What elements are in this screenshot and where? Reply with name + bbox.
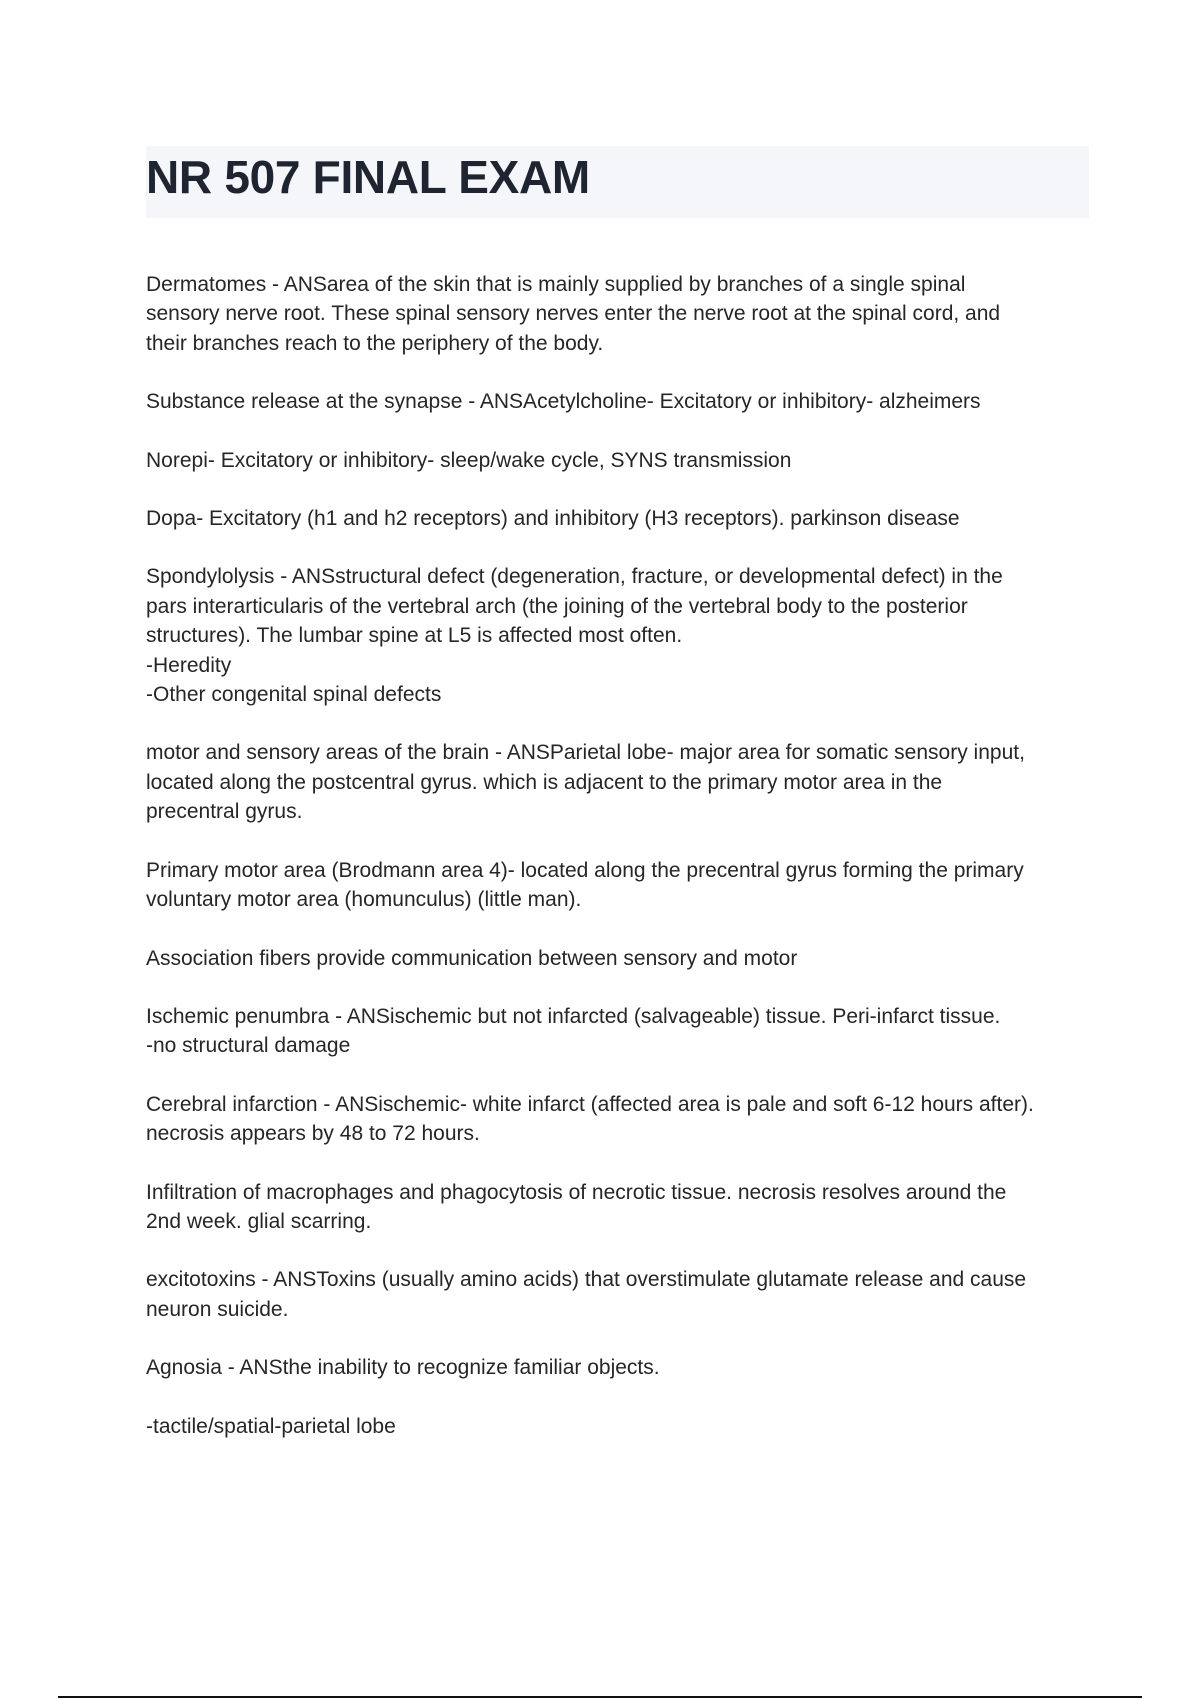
- paragraph-dermatomes: [146, 270, 1091, 358]
- text-line: excitotoxins - ANSToxins (usually amino acids) that overstimulate glutamate release and cause: [146, 1268, 1027, 1292]
- title-banner: [146, 146, 1089, 218]
- text-line: -no structural damage: [146, 1034, 351, 1058]
- text-line: their branches reach to the periphery of the body.: [146, 331, 604, 355]
- text-line: Spondylolysis - ANSstructural defect (degeneration, fracture, or developmental defect) in the: [146, 565, 1003, 589]
- paragraph-cerebral-infarction: [146, 1090, 1091, 1149]
- text-line: -Other congenital spinal defects: [146, 683, 442, 707]
- paragraph-excitotoxins: [146, 1265, 1091, 1324]
- text-line: neuron suicide.: [146, 1297, 289, 1321]
- paragraph-spondylolysis: [146, 562, 1091, 709]
- text-line: sensory nerve root. These spinal sensory nerves enter the nerve root at the spinal cord, and: [146, 302, 1001, 326]
- page-bottom-divider: [58, 1696, 1142, 1698]
- paragraph-association-fibers: [146, 944, 1091, 973]
- paragraph-tactile-spatial: [146, 1412, 1091, 1441]
- text-line: voluntary motor area (homunculus) (little man).: [146, 888, 582, 912]
- text-line: 2nd week. glial scarring.: [146, 1209, 372, 1233]
- text-line: Primary motor area (Brodmann area 4)- located along the precentral gyrus forming the primary: [146, 858, 1024, 882]
- text-line: Dopa- Excitatory (h1 and h2 receptors) and inhibitory (H3 receptors). parkinson disease: [146, 507, 960, 531]
- text-line: Substance release at the synapse - ANSAcetylcholine- Excitatory or inhibitory- alzheimers: [146, 390, 981, 414]
- text-line: structures). The lumbar spine at L5 is affected most often.: [146, 624, 683, 648]
- text-line: Agnosia - ANSthe inability to recognize familiar objects.: [146, 1356, 660, 1380]
- document-body: [146, 270, 1091, 1470]
- text-line: precentral gyrus.: [146, 800, 303, 824]
- text-line: Association fibers provide communication between sensory and motor: [146, 946, 798, 970]
- text-line: -tactile/spatial-parietal lobe: [146, 1414, 396, 1438]
- text-line: Cerebral infarction - ANSischemic- white infarct (affected area is pale and soft 6-12 hours after).: [146, 1092, 1034, 1116]
- paragraph-norepi: [146, 446, 1091, 475]
- text-line: Norepi- Excitatory or inhibitory- sleep/wake cycle, SYNS transmission: [146, 448, 792, 472]
- text-line: -Heredity: [146, 653, 232, 677]
- paragraph-ischemic-penumbra: [146, 1002, 1091, 1061]
- text-line: Ischemic penumbra - ANSischemic but not infarcted (salvageable) tissue. Peri-infarct tissue.: [146, 1004, 1001, 1028]
- text-line: Dermatomes - ANSarea of the skin that is mainly supplied by branches of a single spinal: [146, 273, 966, 296]
- paragraph-motor-sensory-areas: [146, 738, 1091, 826]
- paragraph-macrophage-infiltration: [146, 1178, 1091, 1237]
- text-line: pars interarticularis of the vertebral arch (the joining of the vertebral body to the posterior: [146, 594, 968, 618]
- text-line: motor and sensory areas of the brain - ANSParietal lobe- major area for somatic sensory input,: [146, 741, 1025, 765]
- text-line: located along the postcentral gyrus. which is adjacent to the primary motor area in the: [146, 770, 943, 794]
- text-line: Infiltration of macrophages and phagocytosis of necrotic tissue. necrosis resolves around the: [146, 1180, 1007, 1204]
- paragraph-dopa: [146, 504, 1091, 533]
- page-title: NR 507 FINAL EXAM: [146, 151, 590, 203]
- paragraph-primary-motor-area: [146, 856, 1091, 915]
- text-line: necrosis appears by 48 to 72 hours.: [146, 1122, 480, 1146]
- paragraph-synapse-substance: [146, 387, 1091, 416]
- paragraph-agnosia: [146, 1353, 1091, 1382]
